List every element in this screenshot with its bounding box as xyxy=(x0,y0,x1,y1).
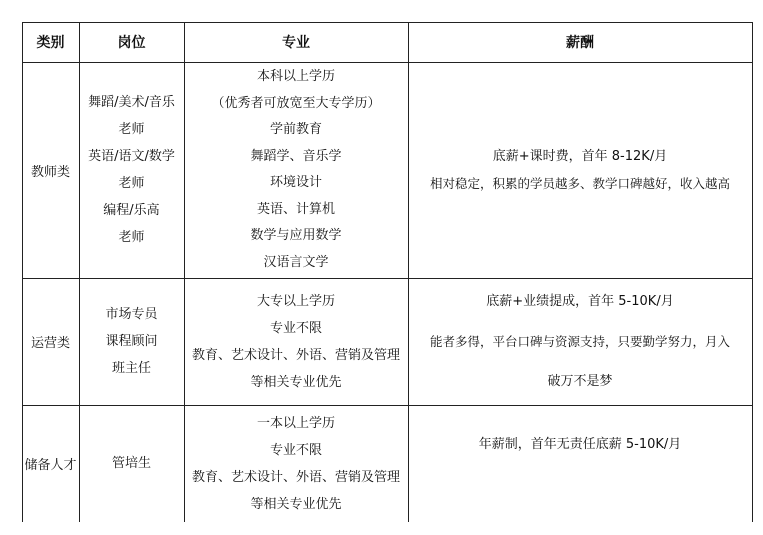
row-teacher-salary xyxy=(408,62,752,278)
table-border-right xyxy=(752,22,753,522)
salary-line: 底薪+课时费，首年 8-12K/月 xyxy=(492,149,668,164)
position-line: 英语/语文/数学 xyxy=(88,149,175,164)
category-label: 教师类 xyxy=(30,164,70,180)
major-line: 等相关专业优先 xyxy=(250,496,342,512)
major-line: 英语、计算机 xyxy=(256,201,335,217)
salary-line: 破万不是梦 xyxy=(547,373,613,389)
position-line: 课程顾问 xyxy=(105,334,158,349)
major-line: 专业不限 xyxy=(269,320,322,336)
position-line: 编程/乐高 xyxy=(103,203,160,218)
major-line: 一本以上学历 xyxy=(256,415,335,431)
salary-line: 底薪+业绩提成，首年 5-10K/月 xyxy=(486,293,674,309)
row-ops-positions xyxy=(79,278,184,405)
position-line: 舞蹈/美术/音乐 xyxy=(88,95,175,110)
row-teacher-positions xyxy=(79,62,184,278)
row-reserve-positions xyxy=(79,405,184,522)
position-line: 市场专员 xyxy=(105,307,158,322)
salary-line: 相对稳定，积累的学员越多、教学口碑越好，收入越高 xyxy=(429,176,730,191)
major-line: 专业不限 xyxy=(269,442,322,458)
major-line: 环境设计 xyxy=(269,175,322,190)
row-reserve-category xyxy=(22,405,79,522)
row-teacher-category xyxy=(22,62,79,278)
row-ops-majors xyxy=(184,278,408,405)
major-line: （优秀者可放宽至大专学历） xyxy=(211,95,381,111)
position-line: 老师 xyxy=(118,122,145,137)
header-salary: 薪酬 xyxy=(566,35,594,51)
position-line: 老师 xyxy=(118,176,145,191)
major-line: 数学与应用数学 xyxy=(250,228,342,243)
header-position: 岗位 xyxy=(117,35,146,51)
major-line: 教育、艺术设计、外语、营销及管理 xyxy=(191,347,400,363)
major-line: 本科以上学历 xyxy=(256,69,335,84)
position-line: 班主任 xyxy=(111,361,151,376)
major-line: 学前教育 xyxy=(269,122,322,137)
row-ops-category xyxy=(22,278,79,405)
major-line: 大专以上学历 xyxy=(256,293,335,309)
row-ops-salary xyxy=(408,278,752,405)
header-major: 专业 xyxy=(282,35,310,51)
salary-line: 能者多得，平台口碑与资源支持，只要勤学努力，月入 xyxy=(429,333,730,349)
salary-table xyxy=(22,22,753,522)
row-reserve-majors xyxy=(184,405,408,522)
category-label: 储备人才 xyxy=(24,458,77,473)
row-reserve-salary xyxy=(408,405,752,522)
major-line: 汉语言文学 xyxy=(263,254,329,270)
position-line: 管培生 xyxy=(111,456,151,471)
salary-line: 年薪制，首年无责任底薪 5-10K/月 xyxy=(478,437,682,452)
major-line: 教育、艺术设计、外语、营销及管理 xyxy=(191,469,400,485)
header-category: 类别 xyxy=(36,35,65,51)
row-teacher-majors xyxy=(184,62,408,278)
major-line: 等相关专业优先 xyxy=(250,374,342,390)
category-label: 运营类 xyxy=(30,336,70,351)
position-line: 老师 xyxy=(118,230,145,245)
major-line: 舞蹈学、音乐学 xyxy=(250,148,342,164)
